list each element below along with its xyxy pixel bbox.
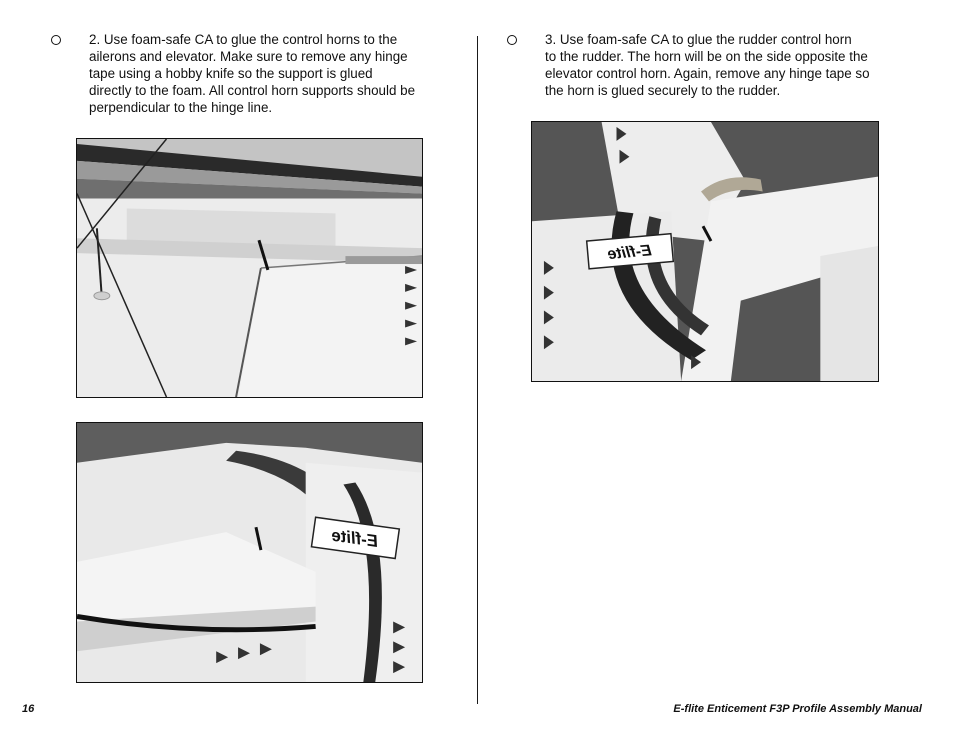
step-2-line: ailerons and elevator. Make sure to remove any hinge [89,49,408,64]
photo-rudder-control-horn [531,121,879,382]
step-3-line: the horn is glued securely to the rudder. [545,83,781,98]
step-2-line: tape using a hobby knife so the support is glued [89,66,373,81]
step-3-line: elevator control horn. Again, remove any hinge tape so [545,66,870,81]
step-2-text [89,31,415,116]
step-2-line: 2. Use foam-safe CA to glue the control horns to the [89,32,398,47]
checkbox-circle-icon[interactable] [51,35,61,45]
column-divider [477,36,478,704]
step-2-line: directly to the foam. All control horn supports should be [89,83,416,98]
decal-text: E-flite [330,525,380,551]
page-number: 16 [22,703,35,715]
photo-aileron-control-horn [76,138,423,398]
photo-elevator-control-horn [76,422,423,683]
step-3-line: 3. Use foam-safe CA to glue the rudder control horn [545,32,852,47]
step-3-line: to the rudder. The horn will be on the side opposite the [545,49,868,64]
step-2-line: perpendicular to the hinge line. [89,100,273,115]
step-3-text [545,31,870,99]
decal-text: E-flite [606,242,653,264]
checkbox-circle-icon[interactable] [507,35,517,45]
manual-title: E-flite Enticement F3P Profile Assembly Manual [673,703,922,715]
